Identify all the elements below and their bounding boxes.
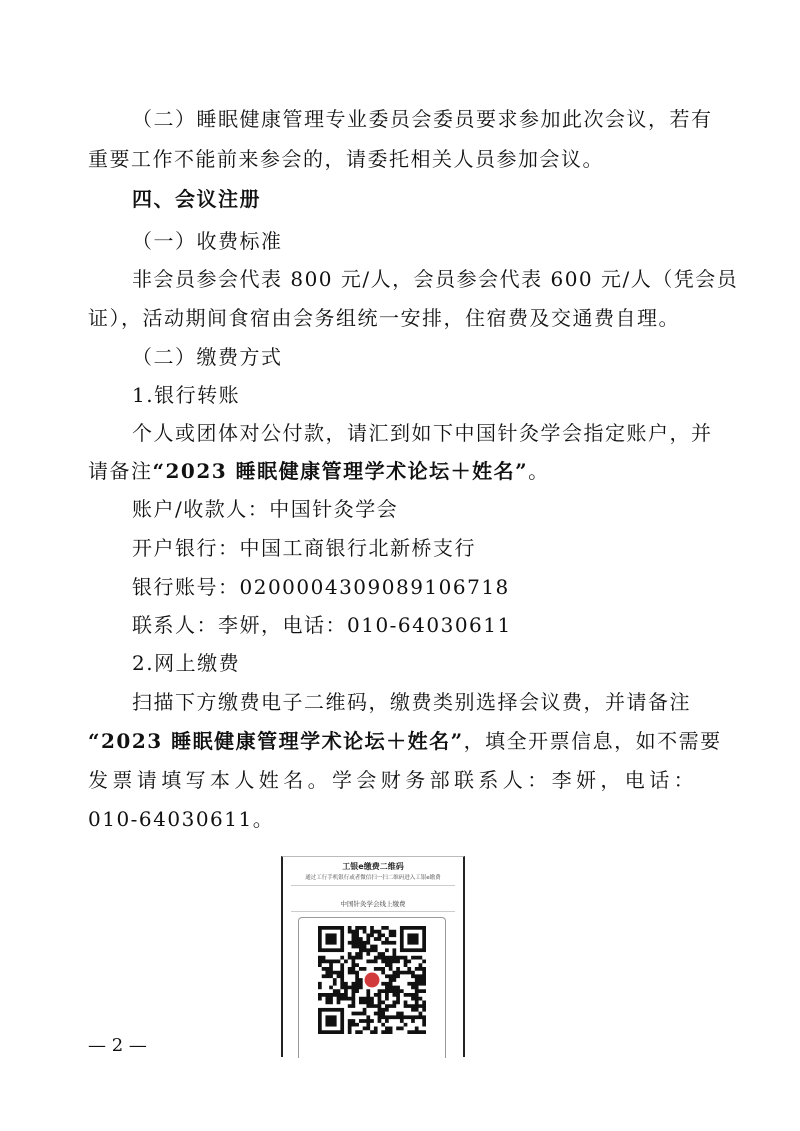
paragraph-line: 个人或团体对公付款，请汇到如下中国针灸学会指定账户，并 — [132, 421, 713, 445]
paragraph-line: （二）睡眠健康管理专业委员会委员要求参加此次会议，若有 — [132, 107, 713, 131]
remark-text: “2023 睡眠健康管理学术论坛＋姓名” — [88, 729, 464, 753]
section-heading: 四、会议注册 — [132, 187, 261, 211]
paragraph-line — [88, 728, 728, 754]
qr-code-icon[interactable] — [318, 926, 426, 1034]
text-run: ，填全开票信息，如不需要 — [463, 729, 722, 753]
qr-finder-pattern — [402, 928, 424, 950]
bank-logo-icon — [365, 973, 380, 988]
text-run: 请备注 — [88, 459, 153, 483]
account-name: 账户/收款人：中国针灸学会 — [132, 497, 399, 521]
item-heading: 1.银行转账 — [132, 383, 241, 407]
qr-finder-pattern — [320, 1010, 342, 1032]
qr-payment-card — [281, 856, 465, 1057]
page-number: — 2 — — [88, 1035, 147, 1056]
contact-info: 联系人：李妍，电话：010-64030611 — [132, 613, 512, 637]
qr-finder-pattern — [320, 928, 342, 950]
qr-frame — [298, 917, 446, 1058]
paragraph-line: 重要工作不能前来参会的，请委托相关人员参加会议。 — [88, 147, 604, 171]
bank-name: 开户银行：中国工商银行北新桥支行 — [132, 536, 476, 560]
paragraph-line: 010-64030611。 — [88, 807, 275, 831]
paragraph-line: 发票请填写本人姓名。学会财务部联系人：李妍，电话： — [88, 768, 698, 792]
divider — [291, 911, 455, 912]
paragraph-line: 扫描下方缴费电子二维码，缴费类别选择会议费，并请备注 — [132, 690, 691, 714]
divider — [291, 885, 455, 886]
remark-text: “2023 睡眠健康管理学术论坛＋姓名” — [152, 459, 529, 483]
account-number: 银行账号：0200004309089106718 — [132, 575, 510, 599]
qr-card-subtitle: 通过工行手机银行或者微信扫一扫二维码进入工银e缴费 — [305, 875, 441, 881]
text-run: 。 — [528, 459, 550, 483]
qr-card-payee: 中国针灸学会线上缴费 — [340, 900, 406, 908]
subsection-heading: （二）缴费方式 — [132, 345, 283, 369]
item-heading: 2.网上缴费 — [132, 651, 241, 675]
paragraph-line: 证），活动期间食宿由会务组统一安排，住宿费及交通费自理。 — [88, 306, 680, 330]
paragraph-line: 非会员参会代表 800 元/人，会员参会代表 600 元/人（凭会员 — [132, 267, 739, 291]
qr-card-title: 工银e缴费二维码 — [342, 862, 404, 871]
subsection-heading: （一）收费标准 — [132, 229, 283, 253]
paragraph-line — [88, 458, 728, 484]
